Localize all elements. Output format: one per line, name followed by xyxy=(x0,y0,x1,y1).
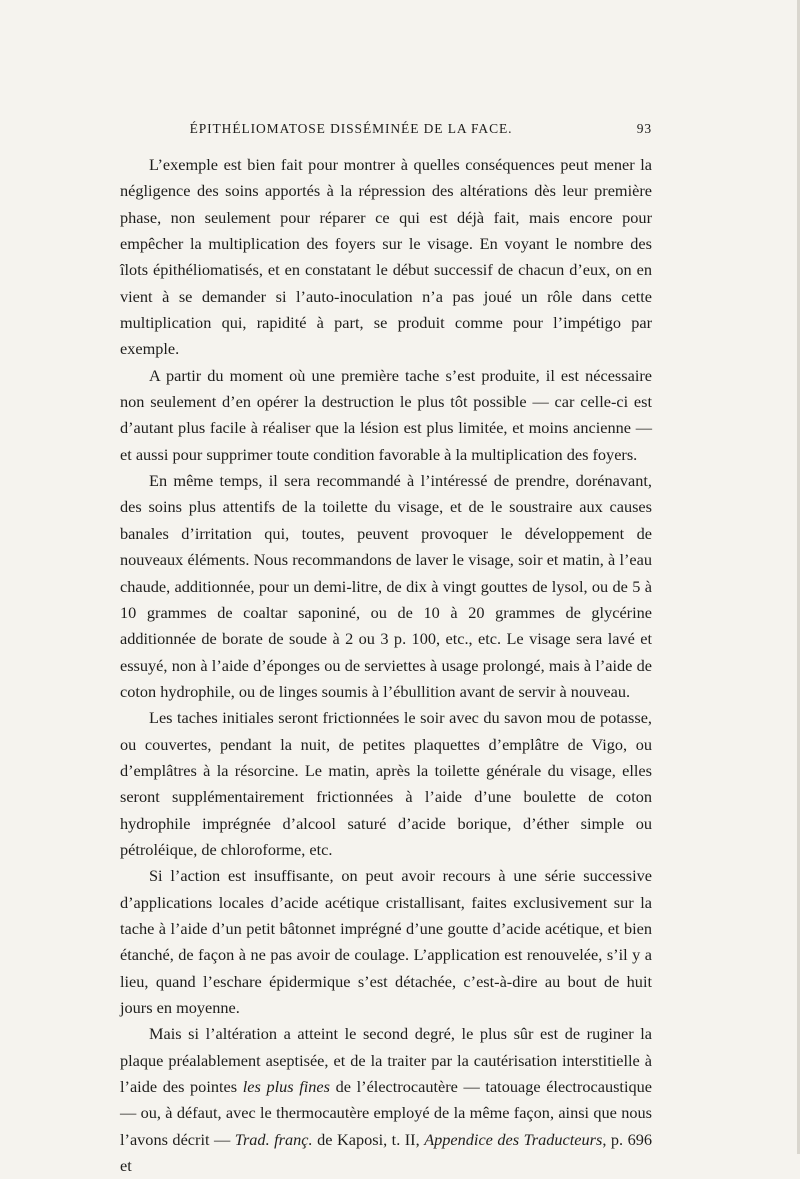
page-number: 93 xyxy=(636,121,652,136)
italic-citation: Trad. franç. xyxy=(234,1129,313,1149)
paragraph-text: de Kaposi, t. II, xyxy=(312,1129,425,1149)
paragraph-1 xyxy=(120,152,652,363)
paragraph-6 xyxy=(120,1021,652,1179)
body-text xyxy=(120,152,652,1179)
paragraph-3 xyxy=(120,468,652,705)
paragraph-5 xyxy=(120,863,652,1021)
italic-phrase: les plus fines xyxy=(242,1077,330,1097)
paragraph-text: L’exemple est bien fait pour montrer à quelles conséquences peut mener la négligence des soins apportés à la répression des altérations dès leur première phase, non seulement pour réparer ce qui est déjà fait, mais encore pour empêcher la multiplication des foyers sur le visage. En voyant le nombre des îlots épithéliomatisés, et en constatant le début successif de chacun d’eux, on en vient à se demander si l’auto-inoculation n’a pas joué un rôle dans cette multiplication qui, rapidité à part, se produit comme pour l’impétigo par exemple. xyxy=(120,155,652,359)
paragraph-text: Les taches initiales seront frictionnées le soir avec du savon mou de potasse, ou couvertes, pendant la nuit, de petites plaquettes d’emplâtre de Vigo, ou d’emplâtres à la résorcine. Le matin, après la toilette générale du visage, elles seront supplémentairement frictionnées à l’aide d’une boulette de coton hydrophile imprégnée d’alcool saturé d’acide borique, d’éther simple ou pétroléique, de chloroforme, etc. xyxy=(120,708,652,859)
paragraph-text: Si l’action est insuffisante, on peut avoir recours à une série successive d’applications locales d’acide acétique cristallisant, faites exclusivement sur la tache à l’aide d’un petit bâtonnet imprégné d’une goutte d’acide acétique, et bien étanché, de façon à ne pas avoir de coulage. L’application est renouvelée, s’il y a lieu, quand l’eschare épidermique s’est détachée, c’est-à-dire au bout de huit jours en moyenne. xyxy=(120,866,652,1017)
paragraph-4 xyxy=(120,705,652,863)
paragraph-text: Mais si l’altération a atteint le second degré, le plus sûr est de ruginer la plaque préalablement aseptisée, et de la traiter par la cautérisation interstitielle à l’aide des pointes xyxy=(120,1024,652,1097)
paragraph-text: A partir du moment où une première tache s’est produite, il est nécessaire non seulement d’en opérer la destruction le plus tôt possible — car celle-ci est d’autant plus facile à réaliser que la lésion est plus limitée, et moins ancienne — et aussi pour supprimer toute condition favorable à la multiplication des foyers. xyxy=(120,365,652,464)
italic-citation: Appendice des Traducteurs xyxy=(424,1129,603,1149)
running-title: ÉPITHÉLIOMATOSE DISSÉMINÉE DE LA FACE. xyxy=(189,121,513,136)
paragraph-text: , p. 696 et xyxy=(120,1129,653,1176)
paragraph-2 xyxy=(120,363,652,468)
running-header xyxy=(120,121,652,139)
paragraph-text: En même temps, il sera recommandé à l’intéressé de prendre, dorénavant, des soins plus attentifs de la toilette du visage, et de le soustraire aux causes banales d’irritation qui, toutes, peuvent provoquer le développement de nouveaux éléments. Nous recommandons de laver le visage, soir et matin, à l’eau chaude, additionnée, pour un demi-litre, de dix à vingt gouttes de lysol, ou de 5 à 10 grammes de coaltar saponiné, ou de 10 à 20 grammes de glycérine additionnée de borate de soude à 2 ou 3 p. 100, etc., etc. Le visage sera lavé et essuyé, non à l’aide d’éponges ou de serviettes à usage prolongé, mais à l’aide de coton hydrophile, ou de linges soumis à l’ébullition avant de servir à nouveau. xyxy=(120,471,652,701)
paragraph-text: de l’électrocautère — tatouage électrocaustique — ou, à défaut, avec le thermocautère employé de la même façon, ainsi que nous l’avons décrit — xyxy=(120,1077,652,1149)
